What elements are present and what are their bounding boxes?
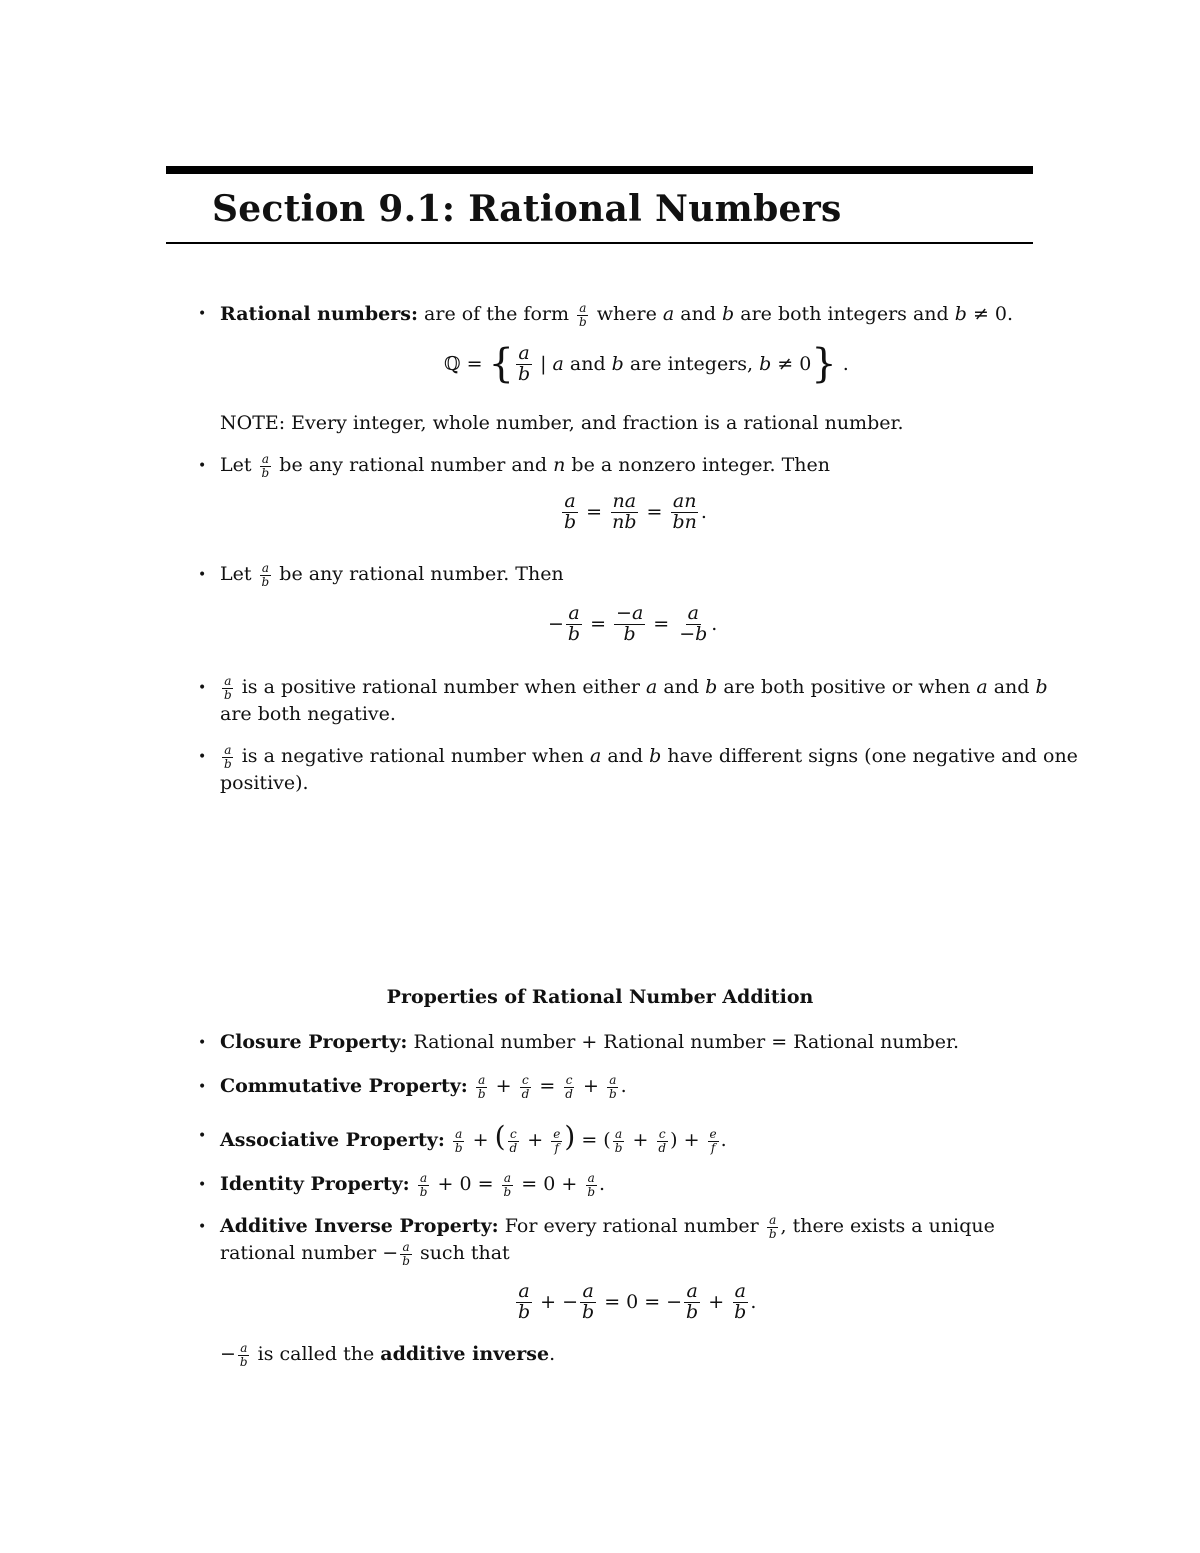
commutative-label: Commutative Property:	[220, 1075, 468, 1098]
identity-property-line: Identity Property: $\frac{a}{b}$ + 0 = $\frac{a}{b}$ = 0 + $\frac{a}{b}$ .	[220, 1171, 606, 1199]
inverse-label: Additive Inverse Property:	[220, 1215, 499, 1238]
bullet-dot: •	[198, 749, 207, 765]
bullet-dot: •	[198, 1219, 207, 1235]
top-rule-thin	[166, 242, 1033, 244]
positive-rational-line-2: are both negative.	[220, 703, 396, 725]
rationals-symbol: ℚ	[444, 353, 461, 376]
bullet-dot: •	[198, 1177, 207, 1193]
page-title: Section 9.1: Rational Numbers	[212, 188, 842, 230]
bullet-dot: •	[198, 306, 207, 322]
identity-label: Identity Property:	[220, 1173, 410, 1196]
closure-text: Rational number + Rational number = Rational number.	[413, 1031, 960, 1053]
bullet-dot: •	[198, 567, 207, 583]
inverse-property-line-2: rational number − $\frac{a}{b}$ such that	[220, 1240, 510, 1268]
negative-rational-line: $\frac{a}{b}$ is a negative rational number when a and b have different signs (one negative and one	[224, 743, 1078, 771]
bullet-dot: •	[198, 680, 207, 696]
rational-set-equation: ℚ = { $\frac{a}{b}$ | a and b are integers, b ≠ 0 } .	[444, 341, 849, 388]
definition-line: Rational numbers: are of the form $\frac{a}{b}$ where a and b are both integers and b ≠ 0.	[220, 301, 1014, 329]
definition-text: are of the form	[424, 303, 569, 326]
closure-property-line	[220, 1030, 959, 1054]
additive-inverse-term: additive inverse	[380, 1343, 550, 1366]
rational-numbers-label: Rational numbers:	[220, 303, 418, 326]
positive-rational-line: $\frac{a}{b}$ is a positive rational number when either a and b are both positive or when a and b	[224, 674, 1048, 702]
equivalent-fractions-equation: $\frac{a}{b}$ = $\frac{na}{nb}$ = $\frac{an}{bn}$ .	[564, 490, 707, 533]
bullet-dot: •	[198, 1079, 207, 1095]
associative-label: Associative Property:	[220, 1129, 445, 1151]
inverse-property-line: Additive Inverse Property: For every rational number $\frac{a}{b}$ , there exists a unique	[220, 1213, 995, 1241]
additive-inverse-equation: $\frac{a}{b}$ + − $\frac{a}{b}$ = 0 = − $\frac{a}{b}$ + $\frac{a}{b}$ .	[518, 1280, 757, 1323]
bullet-dot: •	[198, 458, 207, 474]
negative-fraction-line: Let $\frac{a}{b}$ be any rational number. Then	[220, 561, 564, 589]
top-rule-thick	[166, 166, 1033, 174]
fraction-a-over-b: $\frac{a}{b}$	[579, 301, 587, 329]
negative-rational-line-2: positive).	[220, 772, 309, 794]
properties-heading: Properties of Rational Number Addition	[386, 986, 814, 1008]
bullet-dot: •	[198, 1035, 207, 1051]
associative-property-line: Associative Property: $\frac{a}{b}$ + ( $\frac{c}{d}$ + $\frac{e}{f}$ ) = ( $\frac{a}{b}$ + $\frac{c}{d}$ ) + $\frac{e}{f}$ .	[220, 1120, 727, 1155]
equivalent-fractions-line: Let $\frac{a}{b}$ be any rational number and n be a nonzero integer. Then	[220, 452, 831, 480]
additive-inverse-definition: − $\frac{a}{b}$ is called the additive inverse.	[220, 1341, 556, 1369]
negative-fraction-equation: − $\frac{a}{b}$ = $\frac{-a}{b}$ = $\frac{a}{-b}$ .	[548, 602, 718, 645]
bullet-dot: •	[198, 1128, 207, 1144]
note-text: NOTE: Every integer, whole number, and fraction is a rational number.	[220, 412, 904, 434]
closure-label: Closure Property:	[220, 1031, 408, 1053]
commutative-property-line: Commutative Property: $\frac{a}{b}$ + $\frac{c}{d}$ = $\frac{c}{d}$ + $\frac{a}{b}$ .	[220, 1073, 627, 1101]
